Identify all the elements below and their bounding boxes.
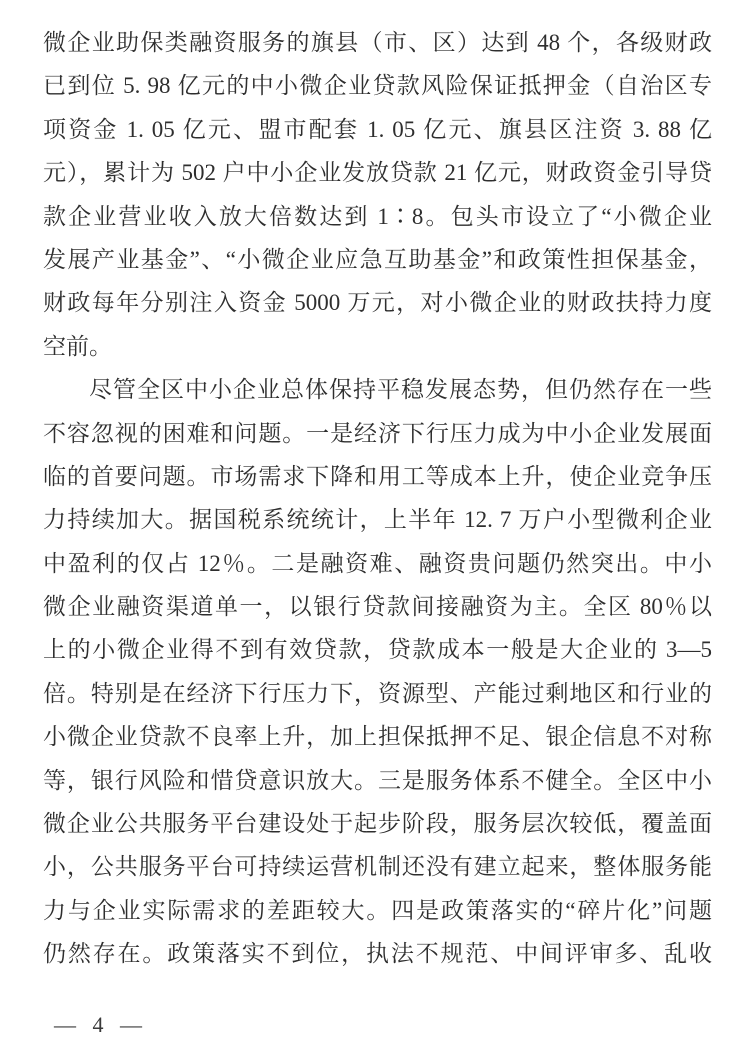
text-line: 力持续加大。据国税系统统计，上半年 12. 7 万户小型微利企业 bbox=[43, 507, 712, 533]
text-line: 中盈利的仅占 12％。二是融资难、融资贵问题仍然突出。中小 bbox=[43, 550, 712, 576]
text-line: 力与企业实际需求的差距较大。四是政策落实的“碎片化”问题 bbox=[43, 897, 712, 923]
text-line: 款企业营业收入放大倍数达到 1∶8。包头市设立了“小微企业 bbox=[43, 203, 712, 229]
text-line: 微企业公共服务平台建设处于起步阶段，服务层次较低，覆盖面 bbox=[43, 811, 712, 837]
text-line: 上的小微企业得不到有效贷款，贷款成本一般是大企业的 3—5 bbox=[43, 637, 712, 663]
text-line: 发展产业基金”、“小微企业应急互助基金”和政策性担保基金， bbox=[43, 246, 712, 272]
text-line: 仍然存在。政策落实不到位，执法不规范、中间评审多、乱收 bbox=[43, 941, 712, 967]
text-line: 已到位 5. 98 亿元的中小微企业贷款风险保证抵押金（自治区专 bbox=[43, 73, 712, 99]
text-line: 等，银行风险和惜贷意识放大。三是服务体系不健全。全区中小 bbox=[43, 767, 712, 793]
text-line: 临的首要问题。市场需求下降和用工等成本上升，使企业竞争压 bbox=[43, 463, 712, 489]
page-number: — 4 — bbox=[54, 1012, 143, 1037]
text-line: 微企业助保类融资服务的旗县（市、区）达到 48 个，各级财政 bbox=[43, 30, 712, 55]
text-line: 小，公共服务平台可持续运营机制还没有建立起来，整体服务能 bbox=[43, 854, 712, 880]
text-line: 元），累计为 502 户中小企业发放贷款 21 亿元，财政资金引导贷 bbox=[43, 160, 712, 186]
text-line: 空前。 bbox=[43, 333, 112, 359]
text-line: 尽管全区中小企业总体保持平稳发展态势，但仍然存在一些 bbox=[89, 377, 712, 403]
text-line: 不容忽视的困难和问题。一是经济下行压力成为中小企业发展面 bbox=[43, 420, 712, 446]
text-line: 倍。特别是在经济下行压力下，资源型、产能过剩地区和行业的 bbox=[43, 680, 712, 706]
text-line: 微企业融资渠道单一，以银行贷款间接融资为主。全区 80％以 bbox=[43, 594, 712, 620]
text-line: 小微企业贷款不良率上升，加上担保抵押不足、银企信息不对称 bbox=[43, 724, 712, 750]
page-text bbox=[43, 21, 712, 976]
text-line: 项资金 1. 05 亿元、盟市配套 1. 05 亿元、旗县区注资 3. 88 亿 bbox=[43, 116, 712, 142]
text-line: 财政每年分别注入资金 5000 万元，对小微企业的财政扶持力度 bbox=[43, 290, 712, 316]
